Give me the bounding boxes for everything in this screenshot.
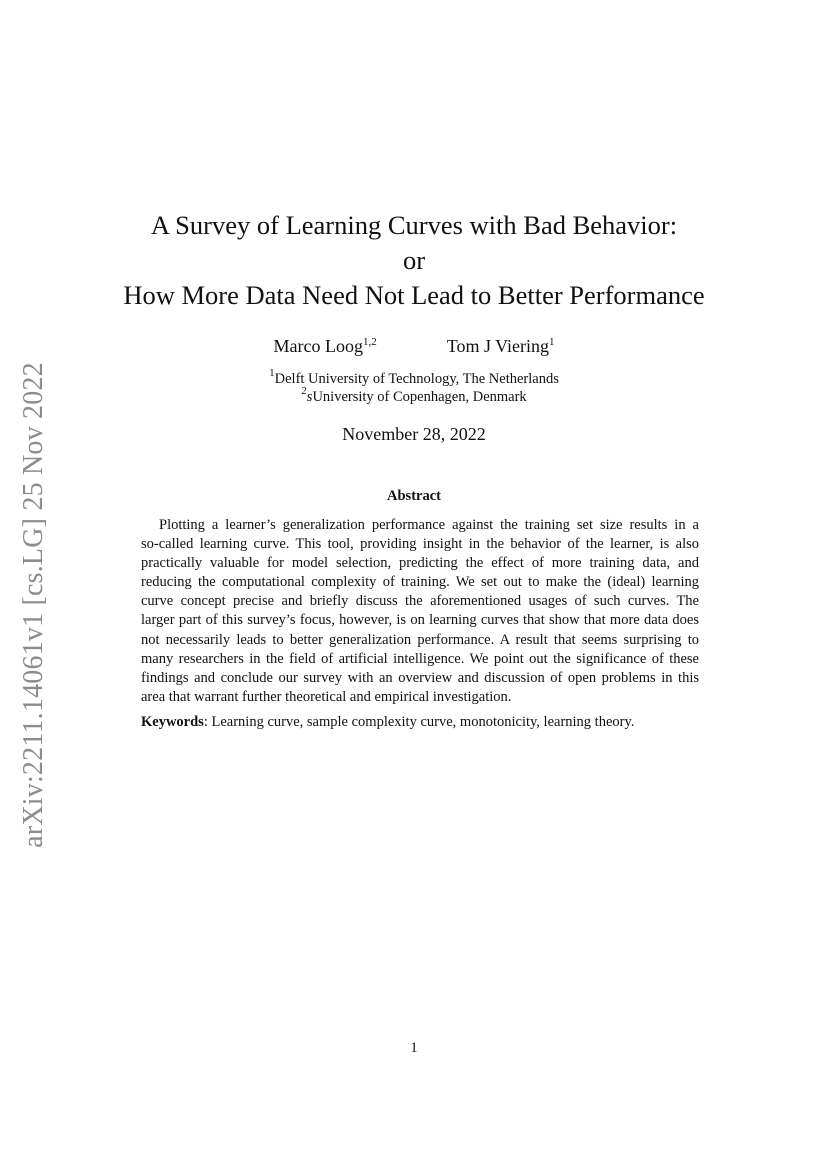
abstract-line: so-called learning curve. This tool, providing insight in the behavior of the learner, is also [141,536,699,553]
abstract-line: practically valuable for model selection, predicting the effect of more training data, and [141,555,699,572]
author-1-affiliation-marks: 1,2 [362,336,377,348]
abstract-line: area that warrant further theoretical and empirical investigation. [141,688,512,705]
abstract-line: findings and conclude our survey with an overview and discussion of open problems in this [141,669,699,686]
abstract-line: reducing the computational complexity of training. We set out to make the (ideal) learning [141,574,699,591]
paper-title [0,208,828,313]
author-1-name: Marco Loog [273,336,363,356]
author-list [0,336,828,357]
title-line-2: or [402,245,426,275]
abstract-line: curve concept precise and briefly discuss the aforementioned usages of such curves. The [141,593,699,610]
abstract-line: larger part of this survey’s focus, however, is on learning curves that show that more data does [141,612,699,629]
affiliation-2-text: University of Copenhagen, Denmark [312,389,527,405]
arxiv-identifier-text: arXiv:2211.14061v1 [cs.LG] 25 Nov 2022 [18,362,49,848]
affiliation-1 [0,367,828,388]
author-2-affiliation-marks: 1 [549,336,555,348]
affiliation-1-text: Delft University of Technology, The Netherlands [274,371,559,387]
keywords-label: Keywords [141,714,204,730]
page-number: 1 [410,1040,418,1056]
affiliation-2-mark-letter: s [306,389,313,405]
keywords [141,714,699,731]
publication-date: November 28, 2022 [342,424,486,444]
author-2 [447,336,555,357]
affiliation-1-mark: 1 [269,367,275,379]
abstract-line: many researchers in the field of artificial intelligence. We point out the significance of these [141,650,699,667]
affiliation-2 [0,385,828,406]
title-line-1: A Survey of Learning Curves with Bad Behavior: [150,210,678,240]
keywords-text: : Learning curve, sample complexity curve, monotonicity, learning theory. [203,714,635,730]
title-line-3: How More Data Need Not Lead to Better Performance [123,280,705,310]
author-2-name: Tom J Viering [446,336,550,356]
affiliation-2-mark: 2 [301,385,307,397]
abstract-heading: Abstract [387,488,441,504]
abstract-line: not necessarily leads to better generalization performance. A result that seems surprising to [141,631,699,648]
abstract-body [141,516,699,707]
abstract-line: Plotting a learner’s generalization performance against the training set size results in a [159,517,699,533]
author-1 [273,336,376,357]
